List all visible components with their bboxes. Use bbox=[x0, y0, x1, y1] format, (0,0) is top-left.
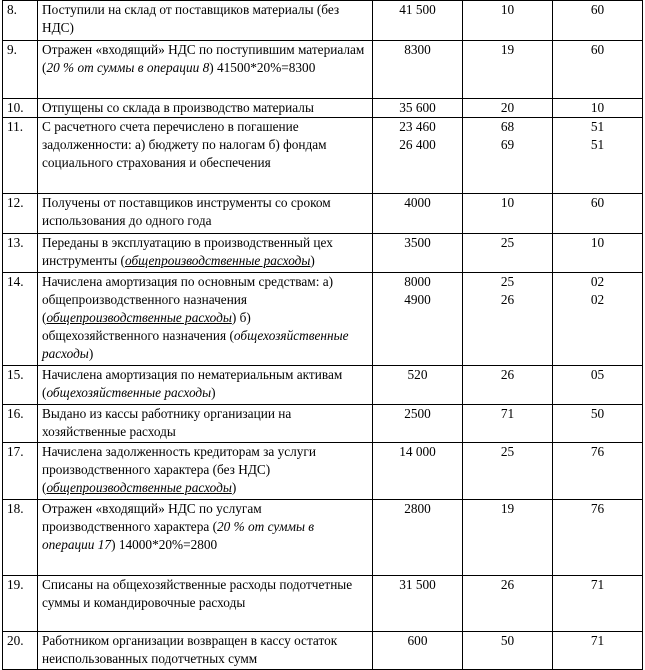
amount: 600 bbox=[373, 632, 463, 670]
amount: 2500 bbox=[373, 405, 463, 443]
table-row bbox=[3, 273, 643, 366]
credit-account: 71 bbox=[553, 632, 643, 670]
operation-description: Отражен «входящий» НДС по поступившим материалам (20 % от суммы в операции 8) 41500*20%=8300 bbox=[38, 41, 373, 99]
debit-account: 25 26 bbox=[463, 273, 553, 366]
row-number: 12. bbox=[3, 194, 38, 234]
amount: 35 600 bbox=[373, 99, 463, 118]
debit-account: 25 bbox=[463, 234, 553, 273]
debit-account: 71 bbox=[463, 405, 553, 443]
table-row bbox=[3, 118, 643, 194]
credit-account: 51 51 bbox=[553, 118, 643, 194]
credit-account: 60 bbox=[553, 194, 643, 234]
row-number: 18. bbox=[3, 500, 38, 576]
transactions-table bbox=[2, 0, 643, 670]
table-row bbox=[3, 1, 643, 41]
row-number: 14. bbox=[3, 273, 38, 366]
operation-description: Начислена амортизация по нематериальным активам (общехозяйственные расходы) bbox=[38, 366, 373, 405]
table-row bbox=[3, 632, 643, 670]
amount: 31 500 bbox=[373, 576, 463, 632]
operation-description: Выдано из кассы работнику организации на хозяйственные расходы bbox=[38, 405, 373, 443]
credit-account: 76 bbox=[553, 443, 643, 500]
operation-description: Отражен «входящий» НДС по услугам производственного характера (20 % от суммы в операции 17) 14000*20%=2800 bbox=[38, 500, 373, 576]
credit-account: 10 bbox=[553, 99, 643, 118]
operation-description: Отпущены со склада в производство материалы bbox=[38, 99, 373, 118]
credit-account: 71 bbox=[553, 576, 643, 632]
credit-account: 50 bbox=[553, 405, 643, 443]
table-row bbox=[3, 194, 643, 234]
table-row bbox=[3, 500, 643, 576]
row-number: 15. bbox=[3, 366, 38, 405]
debit-account: 68 69 bbox=[463, 118, 553, 194]
table-row bbox=[3, 405, 643, 443]
table-row bbox=[3, 576, 643, 632]
row-number: 11. bbox=[3, 118, 38, 194]
row-number: 10. bbox=[3, 99, 38, 118]
amount: 14 000 bbox=[373, 443, 463, 500]
operation-description: Списаны на общехозяйственные расходы подотчетные суммы и командировочные расходы bbox=[38, 576, 373, 632]
debit-account: 25 bbox=[463, 443, 553, 500]
amount: 41 500 bbox=[373, 1, 463, 41]
debit-account: 50 bbox=[463, 632, 553, 670]
operation-description: Начислена задолженность кредиторам за услуги производственного характера (без НДС) (общепроизводственные расходы) bbox=[38, 443, 373, 500]
row-number: 13. bbox=[3, 234, 38, 273]
credit-account: 60 bbox=[553, 1, 643, 41]
debit-account: 19 bbox=[463, 41, 553, 99]
table-row bbox=[3, 99, 643, 118]
debit-account: 19 bbox=[463, 500, 553, 576]
debit-account: 26 bbox=[463, 366, 553, 405]
row-number: 8. bbox=[3, 1, 38, 41]
operation-description: С расчетного счета перечислено в погашение задолженности: а) бюджету по налогам б) фондам социального страхования и обеспечения bbox=[38, 118, 373, 194]
credit-account: 05 bbox=[553, 366, 643, 405]
debit-account: 10 bbox=[463, 194, 553, 234]
amount: 3500 bbox=[373, 234, 463, 273]
credit-account: 02 02 bbox=[553, 273, 643, 366]
row-number: 19. bbox=[3, 576, 38, 632]
amount: 520 bbox=[373, 366, 463, 405]
amount: 23 460 26 400 bbox=[373, 118, 463, 194]
debit-account: 10 bbox=[463, 1, 553, 41]
row-number: 20. bbox=[3, 632, 38, 670]
operation-description: Начислена амортизация по основным средствам: а) общепроизводственного назначения (общепроизводственные расходы) б) общехозяйственного назначения (общехозяйственные расходы) bbox=[38, 273, 373, 366]
amount: 8000 4900 bbox=[373, 273, 463, 366]
row-number: 9. bbox=[3, 41, 38, 99]
credit-account: 10 bbox=[553, 234, 643, 273]
amount: 8300 bbox=[373, 41, 463, 99]
row-number: 17. bbox=[3, 443, 38, 500]
row-number: 16. bbox=[3, 405, 38, 443]
debit-account: 26 bbox=[463, 576, 553, 632]
credit-account: 76 bbox=[553, 500, 643, 576]
operation-description: Переданы в эксплуатацию в производственный цех инструменты (общепроизводственные расходы) bbox=[38, 234, 373, 273]
table-row bbox=[3, 41, 643, 99]
operation-description: Работником организации возвращен в кассу остаток неиспользованных подотчетных сумм bbox=[38, 632, 373, 670]
table-row bbox=[3, 443, 643, 500]
amount: 2800 bbox=[373, 500, 463, 576]
operation-description: Получены от поставщиков инструменты со сроком использования до одного года bbox=[38, 194, 373, 234]
debit-account: 20 bbox=[463, 99, 553, 118]
operation-description: Поступили на склад от поставщиков материалы (без НДС) bbox=[38, 1, 373, 41]
table-row bbox=[3, 366, 643, 405]
amount: 4000 bbox=[373, 194, 463, 234]
credit-account: 60 bbox=[553, 41, 643, 99]
table-row bbox=[3, 234, 643, 273]
